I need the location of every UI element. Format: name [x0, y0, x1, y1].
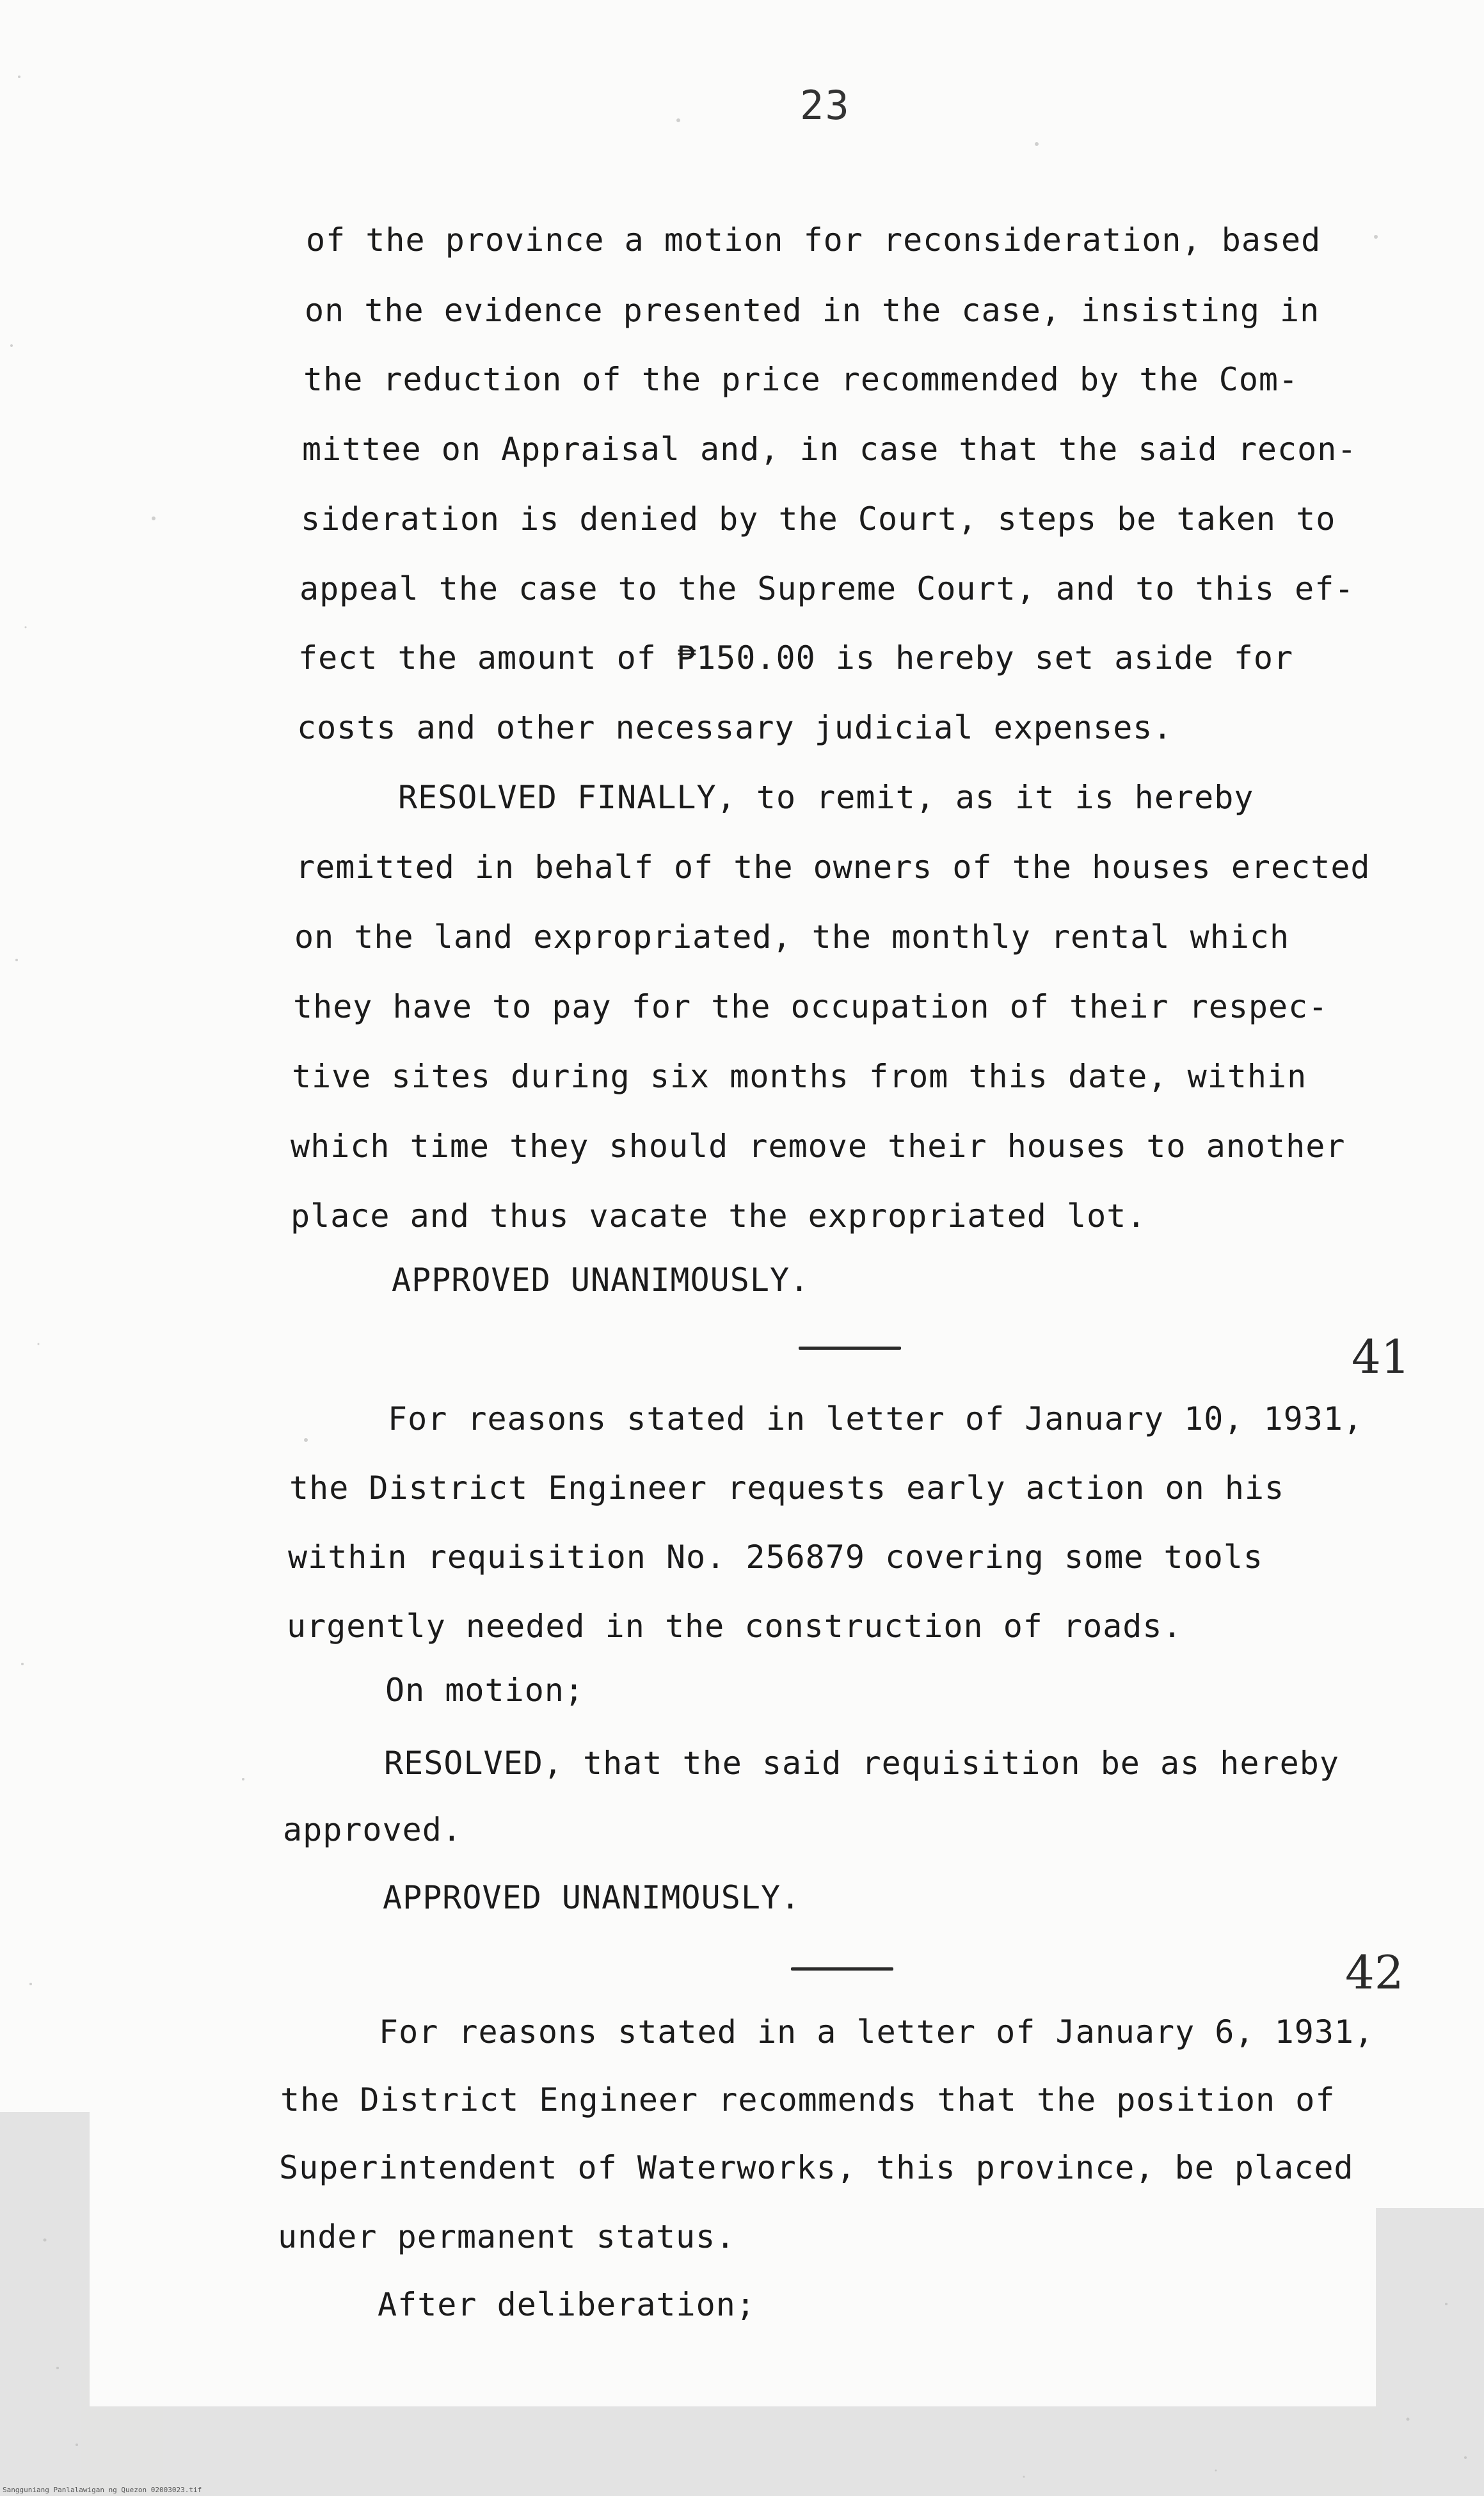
- text-line: place and thus vacate the expropriated lot.: [291, 1197, 1147, 1235]
- text-line: of the province a motion for reconsideration, based: [306, 221, 1321, 259]
- text-line: For reasons stated in a letter of January 6, 1931,: [379, 2013, 1375, 2051]
- text-line: APPROVED UNANIMOUSLY.: [392, 1261, 810, 1299]
- text-line: which time they should remove their houses to another: [291, 1128, 1346, 1165]
- text-line: tive sites during six months from this date, within: [292, 1058, 1307, 1095]
- text-line: urgently needed in the construction of roads.: [287, 1608, 1183, 1645]
- text-line: mittee on Appraisal and, in case that the said recon-: [302, 431, 1357, 468]
- text-line: the District Engineer requests early action on his: [289, 1469, 1285, 1507]
- text-line: costs and other necessary judicial expenses.: [297, 709, 1173, 746]
- text-line: RESOLVED, that the said requisition be as hereby: [384, 1745, 1339, 1782]
- text-line: approved.: [283, 1811, 462, 1848]
- section-divider: [791, 1967, 893, 1971]
- text-line: APPROVED UNANIMOUSLY.: [383, 1879, 801, 1916]
- text-line: sideration is denied by the Court, steps be taken to: [301, 500, 1336, 538]
- text-line: For reasons stated in letter of January 10, 1931,: [388, 1400, 1364, 1437]
- text-line: within requisition No. 256879 covering some tools: [288, 1539, 1264, 1576]
- text-line: On motion;: [385, 1672, 585, 1709]
- item-number: 42: [1345, 1946, 1404, 1999]
- item-number: 41: [1352, 1330, 1410, 1384]
- text-line: the District Engineer recommends that the position of: [280, 2081, 1336, 2118]
- page-number: 23: [800, 82, 850, 129]
- text-line: on the evidence presented in the case, insisting in: [305, 292, 1320, 329]
- text-line: under permanent status.: [278, 2218, 736, 2255]
- text-line: fect the amount of ₱150.00 is hereby set aside for: [298, 639, 1294, 676]
- text-line: appeal the case to the Supreme Court, and to this ef-: [299, 570, 1355, 607]
- text-line: they have to pay for the occupation of their respec-: [293, 988, 1328, 1025]
- text-line: Superintendent of Waterworks, this province, be placed: [279, 2149, 1354, 2186]
- scan-footer: Sangguniang Panlalawigan ng Quezon 02003023.tif: [3, 2486, 202, 2494]
- section-divider: [799, 1347, 901, 1350]
- text-line: remitted in behalf of the owners of the houses erected: [296, 849, 1371, 886]
- text-line: the reduction of the price recommended by the Com-: [303, 361, 1299, 398]
- text-line: After deliberation;: [378, 2286, 756, 2323]
- text-line: on the land expropriated, the monthly rental which: [294, 918, 1290, 956]
- text-line: RESOLVED FINALLY, to remit, as it is hereby: [398, 779, 1254, 816]
